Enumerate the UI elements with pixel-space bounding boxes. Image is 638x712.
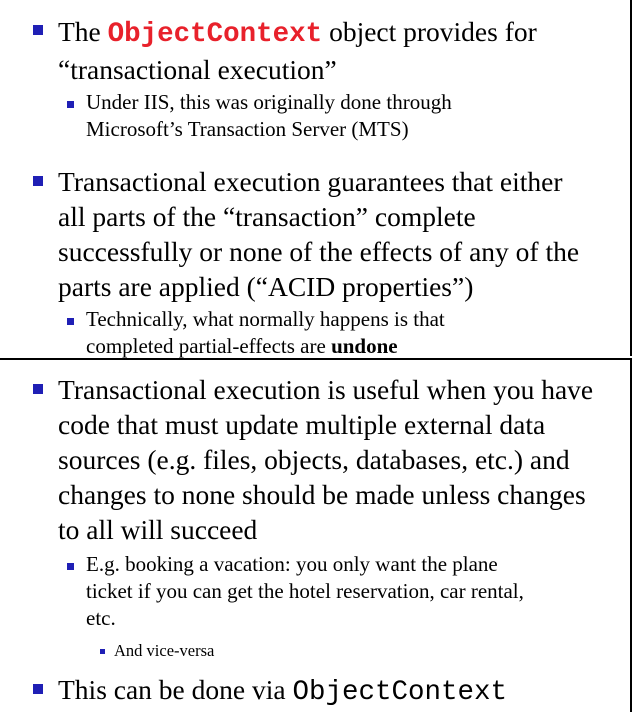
sub-bullet-3-1-line-2: ticket if you can get the hotel reservation, car rental, — [86, 579, 524, 603]
bullet-2-line-3: successfully or none of the effects of any of the — [58, 236, 580, 267]
sub-bullet-3-1-1 — [114, 640, 214, 662]
bullet-2-line-1: Transactional execution guarantees that either — [58, 166, 563, 197]
object-context-code: ObjectContext — [107, 19, 323, 50]
object-context-code: ObjectContext — [292, 677, 507, 708]
bullet-1-line-2: “transactional execution” — [58, 54, 337, 85]
bullet-3 — [58, 372, 593, 547]
sub-bullet-square-icon — [67, 563, 74, 570]
sub-bullet-1-1-line-2: Microsoft’s Transaction Server (MTS) — [86, 117, 409, 141]
undone-emphasis: undone — [331, 334, 398, 358]
bullet-square-icon — [33, 384, 43, 394]
bullet-2-line-4: parts are applied (“ACID properties”) — [58, 271, 474, 302]
sub-bullet-3-1-line-3: etc. — [86, 606, 116, 630]
sub-sub-bullet-square-icon — [100, 649, 105, 654]
panel-border-right-lower — [630, 360, 632, 712]
sub-bullet-square-icon — [67, 101, 74, 108]
sub-bullet-2-1-line-1: Technically, what normally happens is that — [86, 307, 445, 331]
bullet-1 — [58, 14, 537, 87]
sub-bullet-2-1-clip — [86, 306, 606, 359]
bullet-2-line-2: all parts of the “transaction” complete — [58, 201, 476, 232]
sub-bullet-3-1-line-1: E.g. booking a vacation: you only want the plane — [86, 552, 498, 576]
sub-bullet-square-icon — [67, 318, 74, 325]
bullet-3-line-2: code that must update multiple external data — [58, 409, 546, 440]
sub-bullet-2-1-line-2: completed partial-effects are undone — [86, 334, 398, 358]
sub-bullet-3-1 — [86, 551, 524, 632]
bullet-square-icon — [33, 684, 43, 694]
sub-bullet-3-1-1-line-1: And vice-versa — [114, 641, 215, 660]
bullet-4 — [58, 672, 507, 710]
bullet-square-icon — [33, 176, 43, 186]
sub-bullet-1-1-line-1: Under IIS, this was originally done through — [86, 90, 452, 114]
panel-divider — [0, 358, 632, 360]
bullet-3-line-1: Transactional execution is useful when you have — [58, 374, 594, 405]
panel-border-right — [630, 0, 632, 356]
sub-bullet-1-1 — [86, 89, 452, 143]
bullet-square-icon — [33, 25, 43, 35]
bullet-1-line-1: The ObjectContext object provides for — [58, 16, 537, 50]
bullet-3-line-3: sources (e.g. files, objects, databases, etc.) and — [58, 444, 570, 475]
bullet-3-line-5: to all will succeed — [58, 514, 258, 545]
bullet-3-line-4: changes to none should be made unless changes — [58, 479, 586, 510]
bullet-4-line-1: This can be done via ObjectContext — [58, 674, 507, 708]
bullet-2 — [58, 164, 579, 304]
sub-bullet-2-1 — [86, 306, 445, 359]
